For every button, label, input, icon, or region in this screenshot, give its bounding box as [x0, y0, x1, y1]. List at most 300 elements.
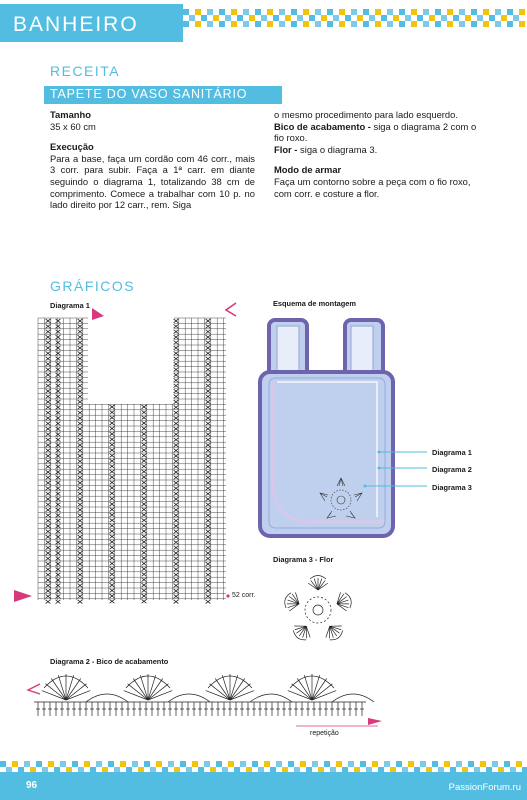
x-stitch: [142, 454, 147, 458]
x-stitch: [142, 437, 147, 441]
checker-square: [399, 21, 405, 27]
x-stitch: [206, 335, 211, 339]
x-stitch: [110, 567, 115, 571]
x-stitch: [46, 589, 51, 593]
x-stitch: [174, 470, 179, 474]
x-stitch: [56, 584, 61, 588]
flower-text: siga o diagrama 3.: [297, 143, 378, 155]
x-stitch: [46, 594, 51, 598]
x-stitch: [174, 573, 179, 577]
x-stitch: [56, 319, 61, 323]
arrow-marker: [14, 590, 32, 602]
x-stitch: [110, 448, 115, 452]
x-stitch: [78, 373, 83, 377]
x-stitch: [56, 551, 61, 555]
flower-petal: [308, 576, 328, 591]
x-stitch: [46, 492, 51, 496]
x-stitch: [78, 449, 83, 453]
x-stitch: [110, 508, 115, 512]
x-stitch: [206, 540, 211, 544]
x-stitch: [206, 422, 211, 426]
shell-stitch: [210, 684, 230, 700]
checker-square: [495, 21, 501, 27]
x-stitch: [142, 421, 147, 425]
flower-petal: [334, 590, 354, 613]
recipe-right-column: [274, 109, 480, 199]
x-stitch: [46, 557, 51, 561]
checker-square: [339, 21, 345, 27]
x-stitch: [110, 583, 115, 587]
x-stitch: [174, 530, 179, 534]
x-stitch: [56, 389, 61, 393]
x-stitch: [46, 378, 51, 382]
x-stitch: [46, 346, 51, 350]
x-stitch: [110, 524, 115, 528]
checker-square: [183, 21, 189, 27]
x-stitch: [110, 513, 115, 517]
flower-label: Flor -: [274, 143, 298, 155]
x-stitch: [56, 362, 61, 366]
x-stitch: [46, 513, 51, 517]
x-stitch: [174, 481, 179, 485]
x-stitch: [78, 600, 83, 604]
x-stitch: [174, 432, 179, 436]
x-stitch: [174, 395, 179, 399]
x-stitch: [110, 497, 115, 501]
x-stitch: [174, 443, 179, 447]
x-stitch: [78, 578, 83, 582]
x-stitch: [206, 567, 211, 571]
x-stitch: [46, 416, 51, 420]
petal-stitch: [301, 626, 312, 638]
x-stitch: [206, 319, 211, 323]
diagram2-title: Diagrama 2 - Bico de acabamento: [50, 657, 169, 666]
x-stitch: [174, 362, 179, 366]
x-stitch: [142, 405, 147, 409]
x-stitch: [174, 405, 179, 409]
x-stitch: [56, 513, 61, 517]
x-stitch: [46, 600, 51, 604]
edging-arrow: [28, 684, 40, 694]
shell-stitch: [304, 675, 312, 700]
x-stitch: [174, 368, 179, 372]
x-stitch: [56, 341, 61, 345]
chain-arc: [86, 694, 128, 702]
x-stitch: [56, 562, 61, 566]
x-stitch: [110, 410, 115, 414]
x-stitch: [142, 475, 147, 479]
x-stitch: [206, 546, 211, 550]
x-stitch: [174, 508, 179, 512]
x-stitch: [110, 475, 115, 479]
x-stitch: [206, 438, 211, 442]
execution-continuation: o mesmo procedimento para lado esquerdo.: [274, 109, 458, 120]
recipe-title-pill: [44, 86, 282, 104]
x-stitch: [174, 459, 179, 463]
x-stitch: [206, 503, 211, 507]
x-stitch: [110, 529, 115, 533]
x-stitch: [78, 427, 83, 431]
x-stitch: [56, 497, 61, 501]
x-stitch: [46, 443, 51, 447]
petal-stitch: [311, 580, 318, 590]
x-stitch: [56, 432, 61, 436]
x-stitch: [206, 443, 211, 447]
shell-stitch: [222, 675, 230, 700]
x-stitch: [46, 432, 51, 436]
x-stitch: [46, 465, 51, 469]
x-stitch: [110, 470, 115, 474]
recipe-section-title: RECEITA: [50, 63, 121, 79]
x-stitch: [110, 578, 115, 582]
x-stitch: [56, 540, 61, 544]
x-stitch: [206, 481, 211, 485]
edging-shell: [288, 674, 336, 700]
x-stitch: [56, 438, 61, 442]
x-stitch: [78, 503, 83, 507]
x-stitch: [142, 432, 147, 436]
x-stitch: [206, 449, 211, 453]
checker-square: [483, 21, 489, 27]
x-stitch: [174, 324, 179, 328]
x-stitch: [110, 502, 115, 506]
checker-square: [231, 21, 237, 27]
x-stitch: [174, 497, 179, 501]
x-stitch: [206, 486, 211, 490]
x-stitch: [206, 432, 211, 436]
shell-stitch: [230, 675, 238, 700]
x-stitch: [206, 330, 211, 334]
x-stitch: [56, 594, 61, 598]
checker-square: [507, 21, 513, 27]
x-stitch: [206, 524, 211, 528]
x-stitch: [174, 476, 179, 480]
x-stitch: [56, 524, 61, 528]
x-stitch: [56, 324, 61, 328]
checker-square: [447, 21, 453, 27]
flower-petal: [282, 590, 302, 613]
x-stitch: [46, 546, 51, 550]
x-stitch: [78, 341, 83, 345]
x-stitch: [206, 459, 211, 463]
x-stitch: [46, 411, 51, 415]
x-stitch: [56, 535, 61, 539]
x-stitch: [206, 551, 211, 555]
x-stitch: [206, 470, 211, 474]
x-stitch: [206, 427, 211, 431]
x-stitch: [46, 319, 51, 323]
x-stitch: [56, 411, 61, 415]
x-stitch: [142, 502, 147, 506]
x-stitch: [56, 335, 61, 339]
chain-arc: [332, 694, 374, 702]
petal-stitch: [299, 626, 306, 636]
petal-stitch: [324, 626, 335, 638]
x-stitch: [56, 378, 61, 382]
x-stitch: [78, 405, 83, 409]
checker-square: [279, 21, 285, 27]
x-stitch: [206, 513, 211, 517]
flower-center: [313, 605, 323, 615]
arrow-marker: [226, 303, 236, 316]
x-stitch: [174, 373, 179, 377]
x-stitch: [110, 405, 115, 409]
x-stitch: [46, 405, 51, 409]
x-stitch: [78, 378, 83, 382]
petal-stitch: [330, 626, 337, 636]
x-stitch: [46, 341, 51, 345]
x-stitch: [174, 503, 179, 507]
x-stitch: [56, 476, 61, 480]
x-stitch: [56, 416, 61, 420]
x-stitch: [110, 459, 115, 463]
x-stitch: [78, 324, 83, 328]
x-stitch: [110, 540, 115, 544]
x-stitch: [174, 513, 179, 517]
x-stitch: [78, 368, 83, 372]
x-stitch: [206, 384, 211, 388]
x-stitch: [174, 567, 179, 571]
flower-petal: [290, 620, 314, 643]
x-stitch: [110, 443, 115, 447]
x-stitch: [56, 470, 61, 474]
x-stitch: [110, 464, 115, 468]
shell-stitch: [66, 675, 74, 700]
x-stitch: [56, 492, 61, 496]
x-stitch: [174, 449, 179, 453]
x-stitch: [56, 486, 61, 490]
x-stitch: [78, 562, 83, 566]
page-title: BANHEIRO: [13, 13, 139, 36]
x-stitch: [206, 411, 211, 415]
x-stitch: [142, 529, 147, 533]
x-stitch: [56, 368, 61, 372]
x-stitch: [56, 481, 61, 485]
x-stitch: [78, 513, 83, 517]
checker-square: [435, 21, 441, 27]
x-stitch: [46, 384, 51, 388]
x-stitch: [46, 470, 51, 474]
x-stitch: [46, 508, 51, 512]
repeat-label: repetição: [310, 730, 339, 737]
x-stitch: [110, 486, 115, 490]
x-stitch: [174, 351, 179, 355]
x-stitch: [206, 368, 211, 372]
checker-square: [375, 21, 381, 27]
shell-stitch: [148, 684, 168, 700]
checker-square: [423, 21, 429, 27]
x-stitch: [46, 389, 51, 393]
x-stitch: [78, 530, 83, 534]
x-stitch: [56, 567, 61, 571]
assembly-label-diagram1: Diagrama 1: [432, 448, 472, 457]
x-stitch: [78, 508, 83, 512]
x-stitch: [78, 551, 83, 555]
x-stitch: [206, 594, 211, 598]
x-stitch: [46, 497, 51, 501]
x-stitch: [56, 449, 61, 453]
shell-stitch: [140, 675, 148, 700]
x-stitch: [142, 470, 147, 474]
x-stitch: [110, 589, 115, 593]
x-stitch: [56, 395, 61, 399]
x-stitch: [78, 497, 83, 501]
edging-shell: [124, 674, 172, 700]
x-stitch: [78, 411, 83, 415]
x-stitch: [174, 438, 179, 442]
arrow-marker: [92, 308, 104, 320]
x-stitch: [206, 378, 211, 382]
x-stitch: [142, 524, 147, 528]
x-stitch: [110, 535, 115, 539]
x-stitch: [46, 422, 51, 426]
size-heading: Tamanho: [50, 109, 91, 120]
checker-square: [315, 21, 321, 27]
x-stitch: [56, 573, 61, 577]
x-stitch: [206, 341, 211, 345]
x-stitch: [206, 508, 211, 512]
graphics-section-title: GRÁFICOS: [50, 278, 136, 294]
x-stitch: [78, 546, 83, 550]
x-stitch: [78, 351, 83, 355]
diagram3-title: Diagrama 3 - Flor: [273, 555, 334, 564]
x-stitch: [174, 589, 179, 593]
checker-pattern-top: [183, 9, 527, 31]
checker-square: [459, 21, 465, 27]
x-stitch: [78, 422, 83, 426]
x-stitch: [142, 583, 147, 587]
x-stitch: [110, 416, 115, 420]
x-stitch: [78, 438, 83, 442]
x-stitch: [56, 400, 61, 404]
x-stitch: [142, 594, 147, 598]
x-stitch: [46, 427, 51, 431]
x-stitch: [46, 486, 51, 490]
x-stitch: [78, 454, 83, 458]
checker-square: [363, 21, 369, 27]
x-stitch: [78, 465, 83, 469]
x-stitch: [46, 351, 51, 355]
edge-text: siga o diagrama 2 com o fio roxo.: [274, 120, 477, 144]
assembly-label-diagram2: Diagrama 2: [432, 465, 472, 474]
x-stitch: [174, 535, 179, 539]
x-stitch: [206, 324, 211, 328]
x-stitch: [46, 459, 51, 463]
x-stitch: [56, 519, 61, 523]
assembly-text: Faça um contorno sobre a peça com o fio roxo, com corr. e costure a flor.: [274, 175, 471, 199]
x-stitch: [78, 362, 83, 366]
x-stitch: [78, 589, 83, 593]
x-stitch: [174, 519, 179, 523]
x-stitch: [174, 378, 179, 382]
x-stitch: [142, 513, 147, 517]
x-stitch: [78, 357, 83, 361]
x-stitch: [174, 389, 179, 393]
x-stitch: [56, 443, 61, 447]
recipe-title: TAPETE DO VASO SANITÁRIO: [50, 87, 248, 101]
x-stitch: [206, 497, 211, 501]
petal-arc: [345, 592, 353, 608]
x-stitch: [142, 589, 147, 593]
x-stitch: [46, 357, 51, 361]
x-stitch: [56, 546, 61, 550]
x-stitch: [78, 486, 83, 490]
x-stitch: [56, 589, 61, 593]
x-stitch: [46, 551, 51, 555]
x-stitch: [78, 594, 83, 598]
x-stitch: [78, 481, 83, 485]
x-stitch: [78, 459, 83, 463]
x-stitch: [78, 584, 83, 588]
petal-stitch: [318, 580, 325, 590]
x-stitch: [110, 437, 115, 441]
x-stitch: [174, 335, 179, 339]
x-stitch: [110, 432, 115, 436]
x-stitch: [110, 556, 115, 560]
x-stitch: [78, 432, 83, 436]
x-stitch: [110, 545, 115, 549]
x-stitch: [142, 481, 147, 485]
x-stitch: [78, 557, 83, 561]
checker-square: [327, 21, 333, 27]
x-stitch: [78, 389, 83, 393]
flower-motif: [282, 576, 354, 644]
x-stitch: [56, 357, 61, 361]
x-stitch: [46, 503, 51, 507]
x-stitch: [142, 443, 147, 447]
x-stitch: [78, 540, 83, 544]
x-stitch: [174, 427, 179, 431]
x-stitch: [56, 530, 61, 534]
x-stitch: [110, 518, 115, 522]
x-stitch: [174, 594, 179, 598]
shell-stitch: [230, 684, 250, 700]
checker-square: [303, 21, 309, 27]
x-stitch: [174, 486, 179, 490]
x-stitch: [56, 465, 61, 469]
diagram1-grid: [38, 318, 226, 600]
x-stitch: [142, 578, 147, 582]
x-stitch: [78, 416, 83, 420]
x-stitch: [142, 518, 147, 522]
x-stitch: [206, 454, 211, 458]
x-stitch: [142, 486, 147, 490]
x-stitch: [174, 600, 179, 604]
x-stitch: [46, 476, 51, 480]
x-stitch: [206, 519, 211, 523]
x-stitch: [46, 335, 51, 339]
x-stitch: [56, 578, 61, 582]
edging-shell: [206, 674, 254, 700]
x-stitch: [174, 584, 179, 588]
x-stitch: [142, 497, 147, 501]
x-stitch: [46, 535, 51, 539]
x-stitch: [78, 492, 83, 496]
execution-text: Para a base, faça um cordão com 46 corr., mais 3 corr. para subir. Faça a 1ª carr. em diante seguindo o diagrama 1, totalizando 38 cm de comprimento. Comece a trabalhar com 10 p. no lado direito por 12 carr., rem. Siga: [50, 152, 255, 211]
shell-stitch: [66, 684, 86, 700]
x-stitch: [56, 459, 61, 463]
checker-square: [243, 21, 249, 27]
petal-arc: [283, 592, 291, 608]
x-stitch: [110, 551, 115, 555]
x-stitch: [174, 540, 179, 544]
x-stitch: [110, 594, 115, 598]
checker-square: [255, 21, 261, 27]
edging-arrow: [368, 718, 382, 725]
assembly-schema: [255, 312, 515, 547]
x-stitch: [174, 346, 179, 350]
x-stitch: [206, 351, 211, 355]
